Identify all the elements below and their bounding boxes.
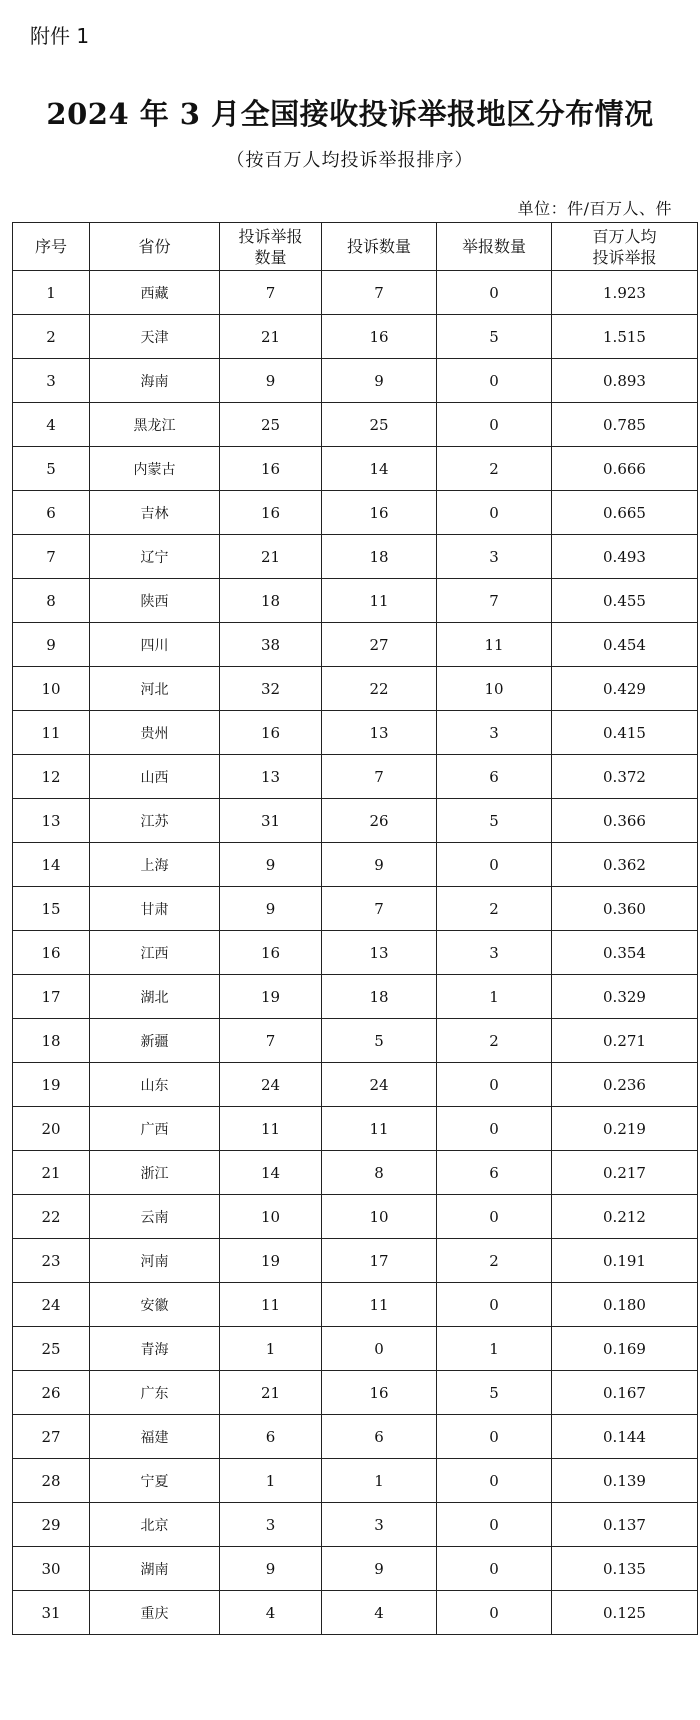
cell-per-million: 0.271 [552, 1019, 698, 1063]
cell-reports: 0 [437, 359, 552, 403]
cell-reports: 6 [437, 755, 552, 799]
cell-complaints: 16 [322, 491, 437, 535]
cell-reports: 0 [437, 491, 552, 535]
cell-complaints: 13 [322, 931, 437, 975]
cell-reports: 0 [437, 1415, 552, 1459]
cell-province: 新疆 [90, 1019, 220, 1063]
cell-reports: 0 [437, 1459, 552, 1503]
table-row [13, 1019, 698, 1063]
cell-reports: 3 [437, 535, 552, 579]
cell-total: 11 [220, 1283, 322, 1327]
cell-rank: 14 [13, 843, 90, 887]
table-row [13, 1591, 698, 1635]
table-row [13, 1459, 698, 1503]
table-row [13, 1327, 698, 1371]
cell-reports: 1 [437, 1327, 552, 1371]
cell-rank: 30 [13, 1547, 90, 1591]
table-row [13, 1195, 698, 1239]
cell-province: 江苏 [90, 799, 220, 843]
cell-complaints: 9 [322, 1547, 437, 1591]
cell-per-million: 0.454 [552, 623, 698, 667]
cell-rank: 23 [13, 1239, 90, 1283]
table-row [13, 799, 698, 843]
cell-province: 湖北 [90, 975, 220, 1019]
cell-complaints: 11 [322, 579, 437, 623]
cell-total: 10 [220, 1195, 322, 1239]
table-row [13, 711, 698, 755]
cell-per-million: 1.923 [552, 271, 698, 315]
cell-reports: 0 [437, 843, 552, 887]
cell-reports: 2 [437, 447, 552, 491]
cell-province: 上海 [90, 843, 220, 887]
cell-total: 9 [220, 1547, 322, 1591]
cell-rank: 31 [13, 1591, 90, 1635]
cell-complaints: 8 [322, 1151, 437, 1195]
cell-per-million: 0.329 [552, 975, 698, 1019]
cell-complaints: 10 [322, 1195, 437, 1239]
cell-per-million: 0.137 [552, 1503, 698, 1547]
cell-reports: 0 [437, 1547, 552, 1591]
cell-total: 32 [220, 667, 322, 711]
cell-complaints: 24 [322, 1063, 437, 1107]
cell-rank: 11 [13, 711, 90, 755]
cell-total: 7 [220, 271, 322, 315]
cell-reports: 5 [437, 315, 552, 359]
cell-province: 宁夏 [90, 1459, 220, 1503]
table-row [13, 667, 698, 711]
cell-province: 浙江 [90, 1151, 220, 1195]
table-row [13, 755, 698, 799]
cell-per-million: 1.515 [552, 315, 698, 359]
table-row [13, 931, 698, 975]
cell-complaints: 26 [322, 799, 437, 843]
cell-reports: 11 [437, 623, 552, 667]
cell-province: 海南 [90, 359, 220, 403]
cell-province: 黑龙江 [90, 403, 220, 447]
cell-per-million: 0.665 [552, 491, 698, 535]
cell-complaints: 1 [322, 1459, 437, 1503]
cell-province: 吉林 [90, 491, 220, 535]
cell-total: 24 [220, 1063, 322, 1107]
cell-rank: 6 [13, 491, 90, 535]
cell-reports: 0 [437, 403, 552, 447]
cell-province: 河南 [90, 1239, 220, 1283]
cell-complaints: 5 [322, 1019, 437, 1063]
table-row [13, 1107, 698, 1151]
cell-per-million: 0.354 [552, 931, 698, 975]
cell-total: 31 [220, 799, 322, 843]
cell-rank: 1 [13, 271, 90, 315]
page-title: 2024 年 3 月全国接收投诉举报地区分布情况 [46, 97, 654, 131]
cell-province: 福建 [90, 1415, 220, 1459]
cell-province: 辽宁 [90, 535, 220, 579]
cell-total: 16 [220, 491, 322, 535]
table-row [13, 1415, 698, 1459]
cell-rank: 26 [13, 1371, 90, 1415]
cell-reports: 0 [437, 1503, 552, 1547]
cell-per-million: 0.180 [552, 1283, 698, 1327]
table-row [13, 1239, 698, 1283]
header-total-line1: 投诉举报 [238, 226, 303, 246]
table-row [13, 271, 698, 315]
cell-total: 6 [220, 1415, 322, 1459]
cell-reports: 3 [437, 711, 552, 755]
unit-note: 单位：件/百万人、件 [517, 199, 672, 218]
cell-rank: 17 [13, 975, 90, 1019]
cell-rank: 18 [13, 1019, 90, 1063]
cell-province: 湖南 [90, 1547, 220, 1591]
cell-total: 16 [220, 447, 322, 491]
cell-reports: 7 [437, 579, 552, 623]
cell-complaints: 14 [322, 447, 437, 491]
cell-per-million: 0.429 [552, 667, 698, 711]
header-complaints: 投诉数量 [322, 223, 437, 271]
cell-complaints: 0 [322, 1327, 437, 1371]
cell-per-million: 0.191 [552, 1239, 698, 1283]
table-row [13, 403, 698, 447]
cell-complaints: 9 [322, 843, 437, 887]
cell-reports: 6 [437, 1151, 552, 1195]
cell-rank: 13 [13, 799, 90, 843]
cell-rank: 24 [13, 1283, 90, 1327]
cell-per-million: 0.666 [552, 447, 698, 491]
cell-total: 3 [220, 1503, 322, 1547]
cell-complaints: 16 [322, 1371, 437, 1415]
table-row [13, 1063, 698, 1107]
table-row [13, 579, 698, 623]
cell-total: 1 [220, 1327, 322, 1371]
cell-rank: 27 [13, 1415, 90, 1459]
cell-province: 陕西 [90, 579, 220, 623]
cell-total: 38 [220, 623, 322, 667]
cell-complaints: 3 [322, 1503, 437, 1547]
cell-reports: 0 [437, 1107, 552, 1151]
cell-per-million: 0.135 [552, 1547, 698, 1591]
cell-rank: 2 [13, 315, 90, 359]
cell-rank: 29 [13, 1503, 90, 1547]
cell-reports: 0 [437, 1283, 552, 1327]
cell-total: 14 [220, 1151, 322, 1195]
cell-per-million: 0.493 [552, 535, 698, 579]
table-row [13, 315, 698, 359]
header-per-million-line2: 投诉举报 [592, 247, 657, 267]
table-row [13, 623, 698, 667]
cell-reports: 5 [437, 1371, 552, 1415]
header-rank: 序号 [13, 223, 90, 271]
cell-total: 16 [220, 711, 322, 755]
cell-complaints: 18 [322, 975, 437, 1019]
cell-total: 9 [220, 843, 322, 887]
cell-per-million: 0.893 [552, 359, 698, 403]
cell-complaints: 7 [322, 887, 437, 931]
cell-per-million: 0.144 [552, 1415, 698, 1459]
cell-complaints: 7 [322, 755, 437, 799]
cell-rank: 10 [13, 667, 90, 711]
cell-per-million: 0.366 [552, 799, 698, 843]
cell-total: 9 [220, 887, 322, 931]
cell-total: 4 [220, 1591, 322, 1635]
cell-rank: 21 [13, 1151, 90, 1195]
table-row [13, 1547, 698, 1591]
cell-total: 16 [220, 931, 322, 975]
cell-reports: 2 [437, 887, 552, 931]
cell-complaints: 11 [322, 1107, 437, 1151]
cell-complaints: 16 [322, 315, 437, 359]
cell-per-million: 0.785 [552, 403, 698, 447]
cell-reports: 3 [437, 931, 552, 975]
cell-total: 7 [220, 1019, 322, 1063]
header-province: 省份 [90, 223, 220, 271]
cell-rank: 7 [13, 535, 90, 579]
header-total-line2: 数量 [254, 247, 287, 267]
attachment-label: 附件 1 [30, 24, 90, 48]
cell-reports: 0 [437, 271, 552, 315]
cell-reports: 0 [437, 1591, 552, 1635]
cell-province: 安徽 [90, 1283, 220, 1327]
cell-per-million: 0.362 [552, 843, 698, 887]
cell-total: 21 [220, 1371, 322, 1415]
distribution-table [12, 222, 698, 1635]
table-row [13, 535, 698, 579]
table-row [13, 1371, 698, 1415]
header-per-million [552, 223, 698, 271]
cell-rank: 3 [13, 359, 90, 403]
header-per-million-line1: 百万人均 [592, 226, 657, 246]
cell-rank: 12 [13, 755, 90, 799]
cell-per-million: 0.167 [552, 1371, 698, 1415]
cell-complaints: 27 [322, 623, 437, 667]
cell-province: 四川 [90, 623, 220, 667]
cell-province: 广东 [90, 1371, 220, 1415]
cell-rank: 8 [13, 579, 90, 623]
header-total [220, 223, 322, 271]
cell-total: 1 [220, 1459, 322, 1503]
cell-province: 甘肃 [90, 887, 220, 931]
cell-rank: 15 [13, 887, 90, 931]
cell-province: 山西 [90, 755, 220, 799]
cell-province: 河北 [90, 667, 220, 711]
cell-total: 25 [220, 403, 322, 447]
cell-per-million: 0.217 [552, 1151, 698, 1195]
cell-total: 21 [220, 315, 322, 359]
cell-complaints: 6 [322, 1415, 437, 1459]
table-body [13, 271, 698, 1635]
cell-complaints: 13 [322, 711, 437, 755]
cell-province: 西藏 [90, 271, 220, 315]
cell-per-million: 0.169 [552, 1327, 698, 1371]
cell-per-million: 0.212 [552, 1195, 698, 1239]
cell-reports: 2 [437, 1019, 552, 1063]
cell-per-million: 0.415 [552, 711, 698, 755]
cell-complaints: 4 [322, 1591, 437, 1635]
cell-province: 青海 [90, 1327, 220, 1371]
cell-province: 贵州 [90, 711, 220, 755]
cell-total: 19 [220, 1239, 322, 1283]
table-row [13, 843, 698, 887]
cell-province: 北京 [90, 1503, 220, 1547]
cell-rank: 20 [13, 1107, 90, 1151]
cell-province: 天津 [90, 315, 220, 359]
table-row [13, 1283, 698, 1327]
cell-complaints: 22 [322, 667, 437, 711]
cell-province: 重庆 [90, 1591, 220, 1635]
cell-complaints: 9 [322, 359, 437, 403]
table-row [13, 1503, 698, 1547]
table-row [13, 887, 698, 931]
cell-rank: 19 [13, 1063, 90, 1107]
table-row [13, 975, 698, 1019]
cell-total: 11 [220, 1107, 322, 1151]
cell-per-million: 0.360 [552, 887, 698, 931]
page-subtitle: （按百万人均投诉举报排序） [226, 150, 474, 171]
cell-per-million: 0.372 [552, 755, 698, 799]
cell-total: 18 [220, 579, 322, 623]
cell-complaints: 25 [322, 403, 437, 447]
cell-total: 19 [220, 975, 322, 1019]
table-header-row [13, 223, 698, 271]
cell-rank: 25 [13, 1327, 90, 1371]
cell-total: 9 [220, 359, 322, 403]
cell-per-million: 0.139 [552, 1459, 698, 1503]
cell-province: 云南 [90, 1195, 220, 1239]
cell-reports: 10 [437, 667, 552, 711]
cell-province: 江西 [90, 931, 220, 975]
cell-per-million: 0.236 [552, 1063, 698, 1107]
cell-province: 内蒙古 [90, 447, 220, 491]
cell-complaints: 7 [322, 271, 437, 315]
table-row [13, 491, 698, 535]
cell-reports: 0 [437, 1195, 552, 1239]
cell-province: 山东 [90, 1063, 220, 1107]
cell-rank: 28 [13, 1459, 90, 1503]
cell-reports: 2 [437, 1239, 552, 1283]
cell-reports: 1 [437, 975, 552, 1019]
table-row [13, 359, 698, 403]
cell-total: 13 [220, 755, 322, 799]
cell-rank: 22 [13, 1195, 90, 1239]
cell-reports: 0 [437, 1063, 552, 1107]
cell-reports: 5 [437, 799, 552, 843]
cell-complaints: 17 [322, 1239, 437, 1283]
table-row [13, 447, 698, 491]
cell-rank: 16 [13, 931, 90, 975]
cell-rank: 9 [13, 623, 90, 667]
cell-province: 广西 [90, 1107, 220, 1151]
cell-complaints: 11 [322, 1283, 437, 1327]
cell-per-million: 0.125 [552, 1591, 698, 1635]
cell-per-million: 0.455 [552, 579, 698, 623]
cell-rank: 5 [13, 447, 90, 491]
table-row [13, 1151, 698, 1195]
cell-rank: 4 [13, 403, 90, 447]
cell-per-million: 0.219 [552, 1107, 698, 1151]
cell-total: 21 [220, 535, 322, 579]
cell-complaints: 18 [322, 535, 437, 579]
header-reports: 举报数量 [437, 223, 552, 271]
